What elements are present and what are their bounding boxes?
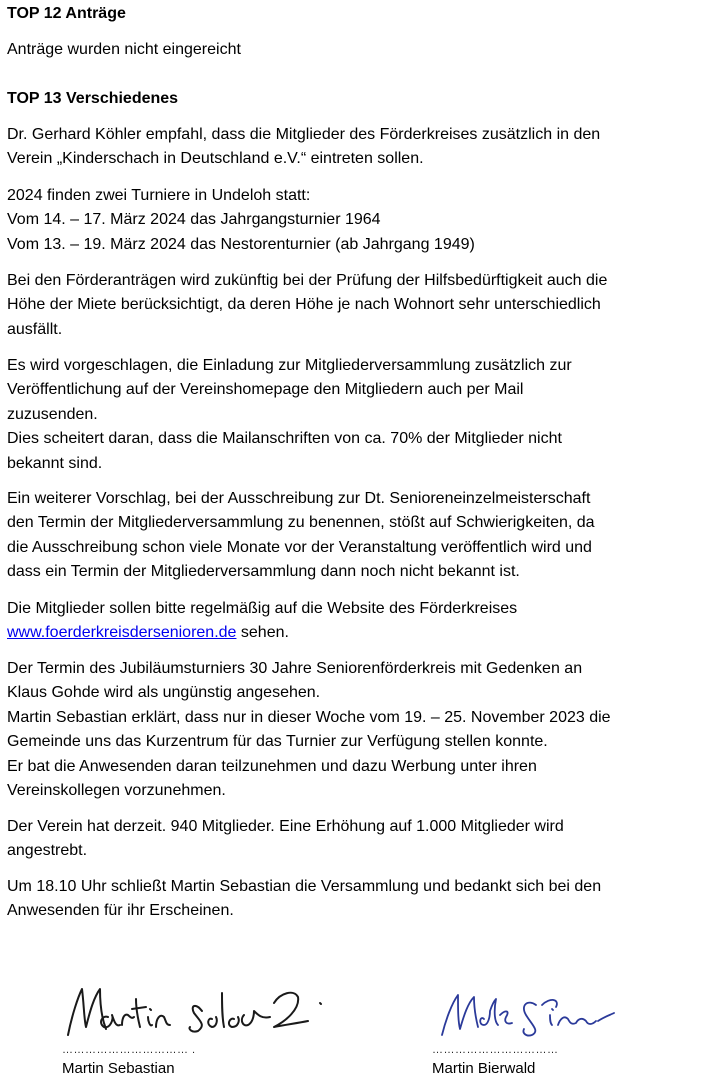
top12-section — [7, 2, 126, 26]
paragraph-line: 2024 finden zwei Turniere in Undeloh statt: — [7, 187, 311, 204]
paragraph-line: angestrebt. — [7, 842, 88, 860]
top12-text-block — [7, 38, 241, 62]
paragraph-line: Klaus Gohde wird als ungünstig angesehen. — [7, 684, 321, 702]
signature-line-right: …………………………… — [432, 1044, 559, 1056]
signatory-name-right: Martin Bierwald — [432, 1060, 536, 1077]
paragraph-1 — [7, 123, 702, 172]
paragraph-line: bekannt sind. — [7, 454, 103, 472]
paragraph-line: ausfällt. — [7, 320, 63, 338]
paragraph-line: den Termin der Mitgliederversammlung zu benennen, stößt auf Schwierigkeiten, da — [7, 514, 595, 532]
top13-section — [7, 87, 178, 111]
top12-heading: TOP 12 Anträge — [7, 5, 126, 22]
paragraph-9 — [7, 875, 702, 924]
paragraph-line: Es wird vorgeschlagen, die Einladung zur Mitgliederversammlung zusätzlich zur — [7, 357, 572, 374]
paragraph-6 — [7, 597, 702, 646]
paragraph-line: Dr. Gerhard Köhler empfahl, dass die Mitglieder des Förderkreises zusätzlich in den — [7, 126, 601, 143]
paragraph-line: Verein „Kinderschach in Deutschland e.V.“ eintreten sollen. — [7, 150, 424, 168]
paragraph-line: Vereinskollegen vorzunehmen. — [7, 782, 226, 800]
paragraph-3 — [7, 269, 702, 342]
paragraph-line: Höhe der Miete berücksichtigt, da deren Höhe je nach Wohnort sehr unterschiedlich — [7, 296, 601, 314]
paragraph-4 — [7, 354, 702, 476]
paragraph-line: Bei den Förderanträgen wird zukünftig bei der Prüfung der Hilfsbedürftigkeit auch die — [7, 272, 608, 289]
paragraph-line: Anwesenden für ihr Erscheinen. — [7, 902, 234, 920]
handwritten-signature-right-icon — [432, 975, 632, 1043]
paragraph-line: Martin Sebastian erklärt, dass nur in dieser Woche vom 19. – 25. November 2023 die — [7, 708, 611, 726]
top13-heading: TOP 13 Verschiedenes — [7, 90, 179, 107]
handwritten-signature-left-icon — [62, 975, 332, 1043]
paragraph-line: Der Termin des Jubiläumsturniers 30 Jahre Seniorenförderkreis mit Gedenken an — [7, 660, 583, 677]
paragraph-2 — [7, 184, 702, 257]
paragraph-line: Um 18.10 Uhr schließt Martin Sebastian die Versammlung und bedankt sich bei den — [7, 878, 602, 895]
paragraph-7 — [7, 657, 702, 803]
paragraph-line — [7, 621, 702, 645]
signature-block-left — [62, 975, 322, 1079]
paragraph-line: Ein weiterer Vorschlag, bei der Ausschreibung zur Dt. Senioreneinzelmeisterschaft — [7, 490, 591, 507]
paragraph-line: Vom 13. – 19. März 2024 das Nestorenturnier (ab Jahrgang 1949) — [7, 235, 475, 253]
paragraph-line: Dies scheitert daran, dass die Mailanschriften von ca. 70% der Mitglieder nicht — [7, 430, 562, 448]
paragraph-line: Veröffentlichung auf der Vereinshomepage den Mitgliedern auch per Mail — [7, 381, 524, 399]
signature-block-right — [432, 975, 632, 1079]
top12-text: Anträge wurden nicht eingereicht — [7, 41, 241, 58]
paragraph-line: die Ausschreibung schon viele Monate vor der Veranstaltung veröffentlich wird und — [7, 538, 592, 556]
paragraph-line: Die Mitglieder sollen bitte regelmäßig auf die Website des Förderkreises — [7, 600, 518, 617]
paragraph-line: dass ein Termin der Mitgliederversammlung dann noch nicht bekannt ist. — [7, 563, 520, 581]
paragraph-line: Der Verein hat derzeit. 940 Mitglieder. Eine Erhöhung auf 1.000 Mitglieder wird — [7, 818, 564, 835]
signature-line-left: …………………………… . — [62, 1044, 196, 1056]
paragraph-line: Gemeinde uns das Kurzentrum für das Turnier zur Verfügung stellen konnte. — [7, 733, 548, 751]
paragraph-line: Vom 14. – 17. März 2024 das Jahrgangsturnier 1964 — [7, 211, 381, 229]
paragraph-8 — [7, 815, 702, 864]
paragraph-line: Er bat die Anwesenden daran teilzunehmen und dazu Werbung unter ihren — [7, 757, 537, 775]
link-suffix-text: sehen. — [236, 624, 289, 642]
paragraph-5 — [7, 487, 702, 585]
website-link[interactable]: www.foerderkreisdersenioren.de — [7, 624, 237, 642]
signatory-name-left: Martin Sebastian — [62, 1060, 175, 1077]
paragraph-line: zuzusenden. — [7, 405, 98, 423]
